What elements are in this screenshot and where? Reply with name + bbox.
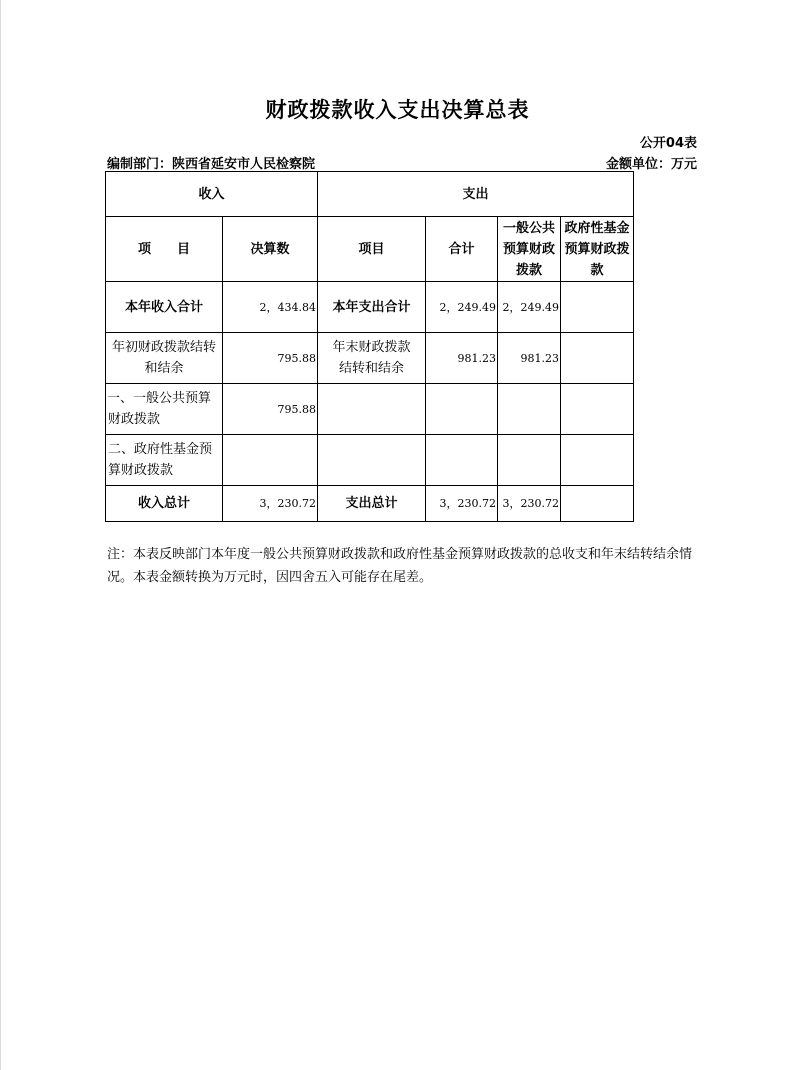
income-label: 收入总计	[106, 486, 223, 522]
page-edge	[0, 0, 1, 1070]
income-label: 二、政府性基金预算财政拨款	[106, 435, 223, 486]
finance-table	[105, 171, 634, 522]
income-label: 本年收入合计	[106, 282, 223, 333]
expense-fund	[561, 282, 634, 333]
expense-total: 3，230.72	[426, 486, 498, 522]
expense-total	[426, 435, 498, 486]
expense-label: 年末财政拨款结转和结余	[318, 333, 426, 384]
income-value: 3，230.72	[223, 486, 318, 522]
expense-general: 981.23	[498, 333, 561, 384]
table-row	[106, 486, 634, 522]
table-number: 公开04表	[639, 136, 697, 151]
department-label: 编制部门：陕西省延安市人民检察院	[107, 157, 316, 172]
income-value: 795.88	[223, 384, 318, 435]
income-value: 795.88	[223, 333, 318, 384]
expense-general	[498, 435, 561, 486]
expense-fund	[561, 333, 634, 384]
table-row	[106, 435, 634, 486]
expense-label	[318, 435, 426, 486]
expense-label	[318, 384, 426, 435]
expense-fund	[561, 486, 634, 522]
income-label: 年初财政拨款结转和结余	[106, 333, 223, 384]
expense-total	[426, 384, 498, 435]
unit-label: 金额单位：万元	[605, 157, 697, 172]
expense-label: 本年支出合计	[318, 282, 426, 333]
income-label: 一、一般公共预算财政拨款	[106, 384, 223, 435]
gov-fund-header: 政府性基金预算财政拨款	[561, 217, 634, 282]
expense-fund	[561, 435, 634, 486]
expense-total: 2，249.49	[426, 282, 498, 333]
expense-general: 2，249.49	[498, 282, 561, 333]
table-row	[106, 333, 634, 384]
item2-header: 项目	[318, 217, 426, 282]
expense-general: 3，230.72	[498, 486, 561, 522]
general-budget-header: 一般公共预算财政拨款	[498, 217, 561, 282]
final-amount-header: 决算数	[223, 217, 318, 282]
item-header: 项 目	[106, 217, 223, 282]
expense-fund	[561, 384, 634, 435]
income-value	[223, 435, 318, 486]
footnote: 注：本表反映部门本年度一般公共预算财政拨款和政府性基金预算财政拨款的总收支和年末结转结余情况。本表金额转换为万元时，因四舍五入可能存在尾差。	[107, 547, 693, 585]
total-header: 合计	[426, 217, 498, 282]
expense-header: 支出	[318, 172, 634, 217]
table-row	[106, 282, 634, 333]
page-title: 财政拨款收入支出决算总表	[265, 98, 530, 122]
expense-total: 981.23	[426, 333, 498, 384]
income-value: 2，434.84	[223, 282, 318, 333]
expense-general	[498, 384, 561, 435]
income-header: 收入	[106, 172, 318, 217]
table-row	[106, 384, 634, 435]
expense-label: 支出总计	[318, 486, 426, 522]
